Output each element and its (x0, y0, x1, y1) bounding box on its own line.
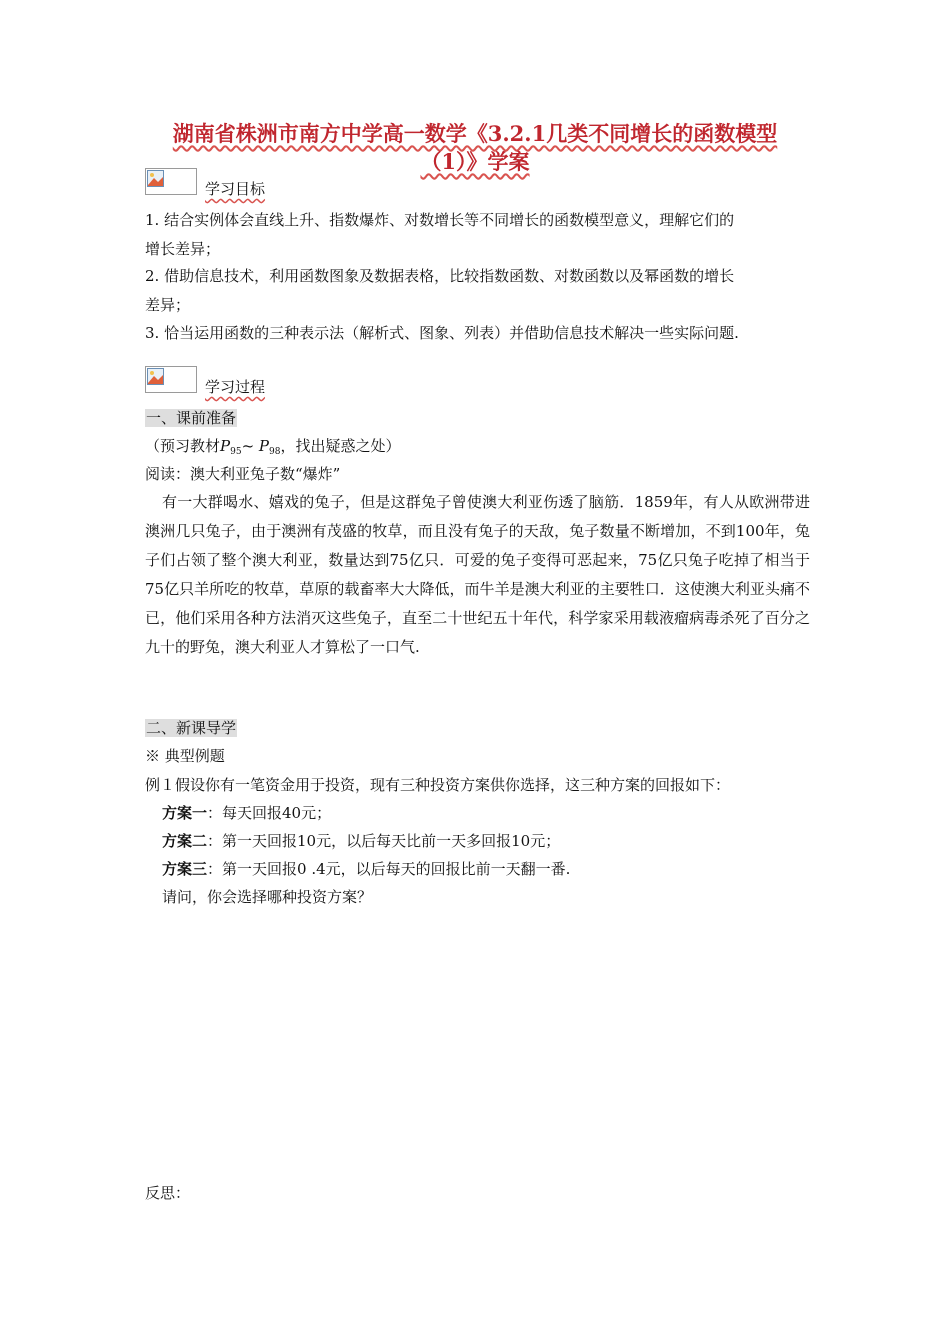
preview-instruction (145, 436, 400, 462)
plan-2 (162, 831, 560, 851)
section-new-lesson-label: 二、新课导学 (146, 719, 237, 737)
section-preparation (145, 408, 237, 428)
plan-3 (162, 859, 570, 879)
process-heading: 学习过程 (205, 378, 266, 396)
reflection-label: 反思： (145, 1184, 191, 1202)
objectives-heading: 学习目标 (205, 180, 266, 198)
objective-3: 3. 恰当运用函数的三种表示法（解析式、图象、列表）并借助信息技术解决一些实际问题. (145, 324, 739, 342)
section-new-lesson (145, 718, 237, 738)
typical-examples-label: ※ 典型例题 (145, 747, 225, 765)
title-line-2: （1）》学案 (420, 149, 530, 174)
reading-body: 有一大群喝水、嬉戏的兔子，但是这群兔子曾使澳大利亚伤透了脑筋．1859年，有人从欧洲带进澳洲几只兔子，由于澳洲有茂盛的牧草，而且没有兔子的天敌，兔子数量不断增加，不到100年，兔子们占领了整个澳大利亚，数量达到75亿只．可爱的兔子变得可恶起来，75亿只兔子吃掉了相当于75亿只羊所吃的牧草，草原的载畜率大大降低，而牛羊是澳大利亚的主要牲口．这使澳大利亚头痛不已，他们采用各种方法消灭这些兔子，直至二十世纪五十年代，科学家采用载液瘤病毒杀死了百分之九十的野兔，澳大利亚人才算松了一口气. (145, 493, 810, 656)
broken-image-icon (145, 366, 197, 393)
plan-1-label: 方案一 (162, 804, 208, 822)
preview-page-end-num: 98 (269, 447, 281, 457)
plan-1 (162, 803, 331, 823)
plan-2-text: ：第一天回报10元，以后每天比前一天多回报10元； (207, 832, 561, 850)
preview-page-start-num: 95 (230, 447, 242, 457)
plan-2-label: 方案二 (162, 832, 208, 850)
objectives-heading-row (145, 168, 345, 198)
plan-3-text: ：第一天回报0 .4元，以后每天的回报比前一天翻一番. (207, 860, 571, 878)
objective-1-line-b: 增长差异； (145, 240, 221, 258)
example-1: 例１假设你有一笔资金用于投资，现有三种投资方案供你选择，这三种方案的回报如下： (145, 776, 731, 794)
plan-1-text: ：每天回报40元； (207, 804, 332, 822)
preview-tilde: ~ (241, 437, 255, 455)
plan-3-label: 方案三 (162, 860, 208, 878)
objective-2-line-b: 差异； (145, 296, 191, 314)
preview-suffix: ，找出疑惑之处） (280, 437, 401, 455)
process-heading-row (145, 366, 345, 396)
objective-1-line-a: 1. 结合实例体会直线上升、指数爆炸、对数增长等不同增长的函数模型意义，理解它们的 (145, 211, 735, 229)
preview-page-end: P (258, 437, 270, 455)
section-preparation-label: 一、课前准备 (146, 409, 237, 427)
reading-title: 阅读：澳大利亚兔子数“爆炸” (145, 465, 341, 483)
preview-prefix: （预习教材 (145, 437, 221, 455)
broken-image-icon (145, 168, 197, 195)
preview-page-start: P (220, 437, 231, 455)
objective-2-line-a: 2. 借助信息技术，利用函数图象及数据表格，比较指数函数、对数函数以及幂函数的增长 (145, 267, 735, 285)
title-line-1: 湖南省株洲市南方中学高一数学《3.2.1几类不同增长的函数模型 (172, 121, 778, 146)
question: 请问，你会选择哪种投资方案？ (162, 888, 373, 906)
